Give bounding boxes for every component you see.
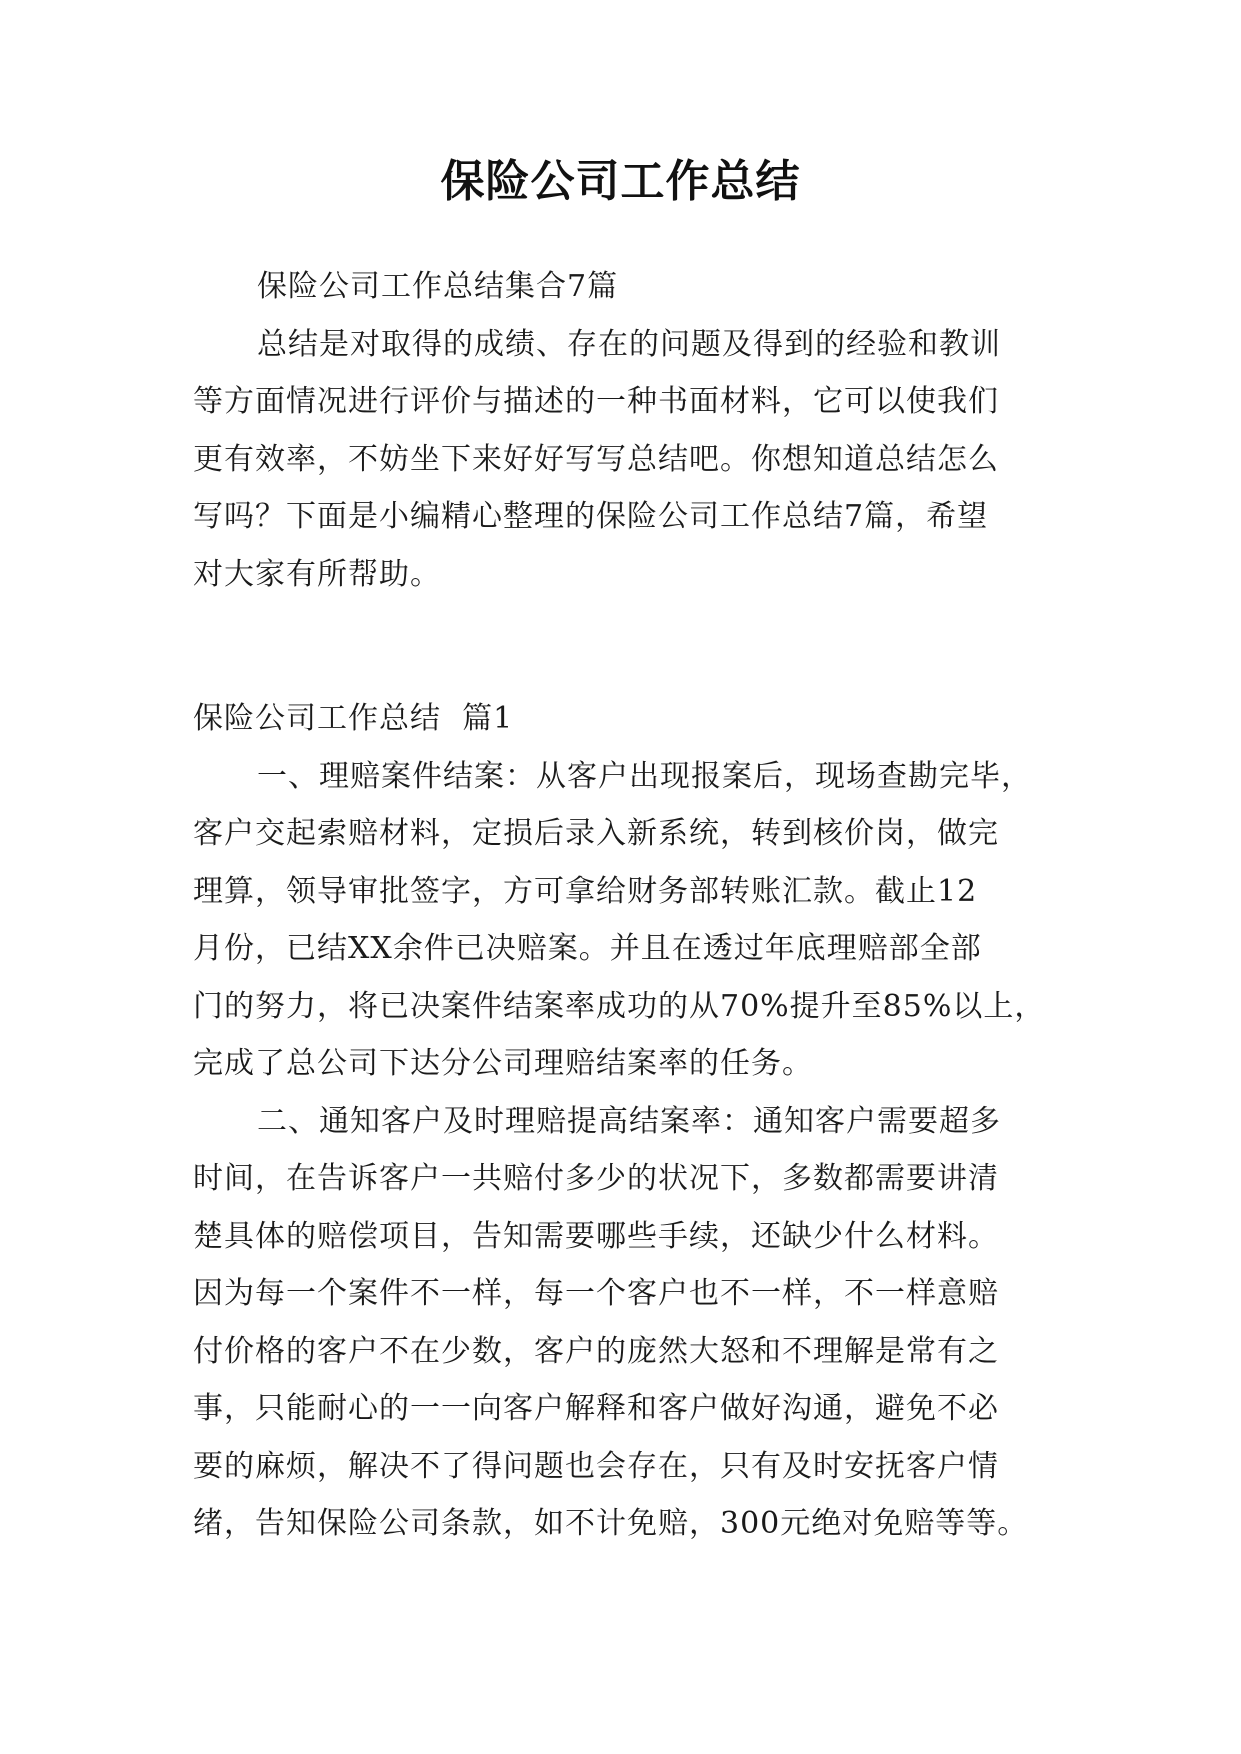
paragraph-line: 事，只能耐心的一一向客户解释和客户做好沟通，避免不必 [193,1391,999,1426]
intro-subtitle: 保险公司工作总结集合7篇 [257,269,619,304]
paragraph-line: 楚具体的赔偿项目，告知需要哪些手续，还缺少什么材料。 [193,1218,999,1254]
intro-line: 写吗？下面是小编精心整理的保险公司工作总结7篇，希望 [193,499,989,534]
paragraph-line: 因为每一个案件不一样，每一个客户也不一样，不一样意赔 [193,1276,999,1311]
section-1 [193,690,1055,1553]
intro-line: 等方面情况进行评价与描述的一种书面材料，它可以使我们 [193,384,999,419]
intro-line: 更有效率，不妨坐下来好好写写总结吧。你想知道总结怎么 [193,441,999,477]
paragraph-line: 绪，告知保险公司条款，如不计免赔，300元绝对免赔等等。 [193,1506,1029,1541]
paragraph-line: 完成了总公司下达分公司理赔结案率的任务。 [193,1046,813,1081]
paragraph-line: 时间，在告诉客户一共赔付多少的状况下，多数都需要讲清 [193,1161,999,1196]
paragraph-line: 客户交起索赔材料，定损后录入新系统，转到核价岗，做完 [193,816,999,851]
paragraph-line: 月份，已结XX余件已决赔案。并且在透过年底理赔部全部 [193,931,982,966]
intro-block [193,258,1055,603]
section-heading: 保险公司工作总结 篇1 [193,701,514,736]
document-title: 保险公司工作总结 [440,156,801,207]
paragraph-line: 一、理赔案件结案：从客户出现报案后，现场查勘完毕， [257,758,1032,794]
intro-line: 总结是对取得的成绩、存在的问题及得到的经验和教训 [257,326,1001,362]
intro-line: 对大家有所帮助。 [193,556,441,592]
paragraph-line: 理算，领导审批签字，方可拿给财务部转账汇款。截止12 [193,873,978,909]
paragraph-line: 付价格的客户不在少数，客户的庞然大怒和不理解是常有之 [193,1333,999,1369]
paragraph-line: 要的麻烦，解决不了得问题也会存在，只有及时安抚客户情 [193,1448,999,1484]
paragraph-line: 门的努力，将已决案件结案率成功的从70%提升至85%以上， [193,988,1046,1024]
paragraph-line: 二、通知客户及时理赔提高结案率：通知客户需要超多 [257,1103,1001,1139]
